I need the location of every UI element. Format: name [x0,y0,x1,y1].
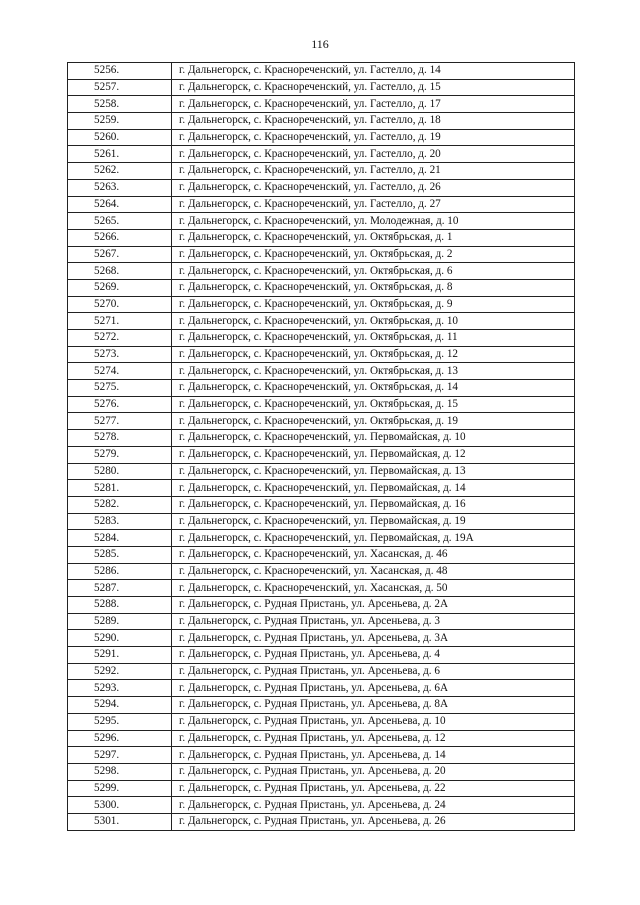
table-row [68,697,575,714]
table-row [68,279,575,296]
table-row [68,446,575,463]
table-row [68,413,575,430]
address-cell: г. Дальнегорск, с. Краснореченский, ул. Гастелло, д. 21 [172,163,575,180]
address-cell: г. Дальнегорск, с. Рудная Пристань, ул. Арсеньева, д. 10 [172,713,575,730]
row-number-cell: 5278. [68,430,172,447]
table-row [68,363,575,380]
address-cell: г. Дальнегорск, с. Рудная Пристань, ул. Арсеньева, д. 3 [172,613,575,630]
row-number-cell: 5269. [68,279,172,296]
row-number-cell: 5273. [68,346,172,363]
address-cell: г. Дальнегорск, с. Рудная Пристань, ул. Арсеньева, д. 26 [172,813,575,830]
address-cell: г. Дальнегорск, с. Краснореченский, ул. Первомайская, д. 19 [172,513,575,530]
row-number-cell: 5283. [68,513,172,530]
row-number-cell: 5287. [68,580,172,597]
row-number-cell: 5271. [68,313,172,330]
row-number-cell: 5256. [68,63,172,80]
row-number-cell: 5288. [68,597,172,614]
row-number-cell: 5281. [68,480,172,497]
table-row [68,79,575,96]
table-row [68,530,575,547]
address-cell: г. Дальнегорск, с. Краснореченский, ул. Первомайская, д. 16 [172,496,575,513]
address-cell: г. Дальнегорск, с. Краснореченский, ул. Октябрьская, д. 15 [172,396,575,413]
row-number-cell: 5266. [68,229,172,246]
table-row [68,780,575,797]
row-number-cell: 5284. [68,530,172,547]
address-cell: г. Дальнегорск, с. Рудная Пристань, ул. Арсеньева, д. 14 [172,747,575,764]
address-cell: г. Дальнегорск, с. Краснореченский, ул. Молодежная, д. 10 [172,213,575,230]
row-number-cell: 5291. [68,647,172,664]
table-row [68,680,575,697]
address-cell: г. Дальнегорск, с. Рудная Пристань, ул. Арсеньева, д. 20 [172,763,575,780]
row-number-cell: 5298. [68,763,172,780]
row-number-cell: 5265. [68,213,172,230]
table-row [68,813,575,830]
address-cell: г. Дальнегорск, с. Краснореченский, ул. Октябрьская, д. 2 [172,246,575,263]
row-number-cell: 5263. [68,179,172,196]
address-cell: г. Дальнегорск, с. Рудная Пристань, ул. Арсеньева, д. 24 [172,797,575,814]
table-row [68,346,575,363]
row-number-cell: 5295. [68,713,172,730]
table-row [68,713,575,730]
row-number-cell: 5285. [68,546,172,563]
address-cell: г. Дальнегорск, с. Краснореченский, ул. Гастелло, д. 26 [172,179,575,196]
row-number-cell: 5299. [68,780,172,797]
table-row [68,613,575,630]
table-row [68,430,575,447]
address-cell: г. Дальнегорск, с. Краснореченский, ул. Гастелло, д. 27 [172,196,575,213]
address-table [67,62,575,831]
row-number-cell: 5258. [68,96,172,113]
row-number-cell: 5292. [68,663,172,680]
row-number-cell: 5268. [68,263,172,280]
table-row [68,647,575,664]
table-row [68,546,575,563]
table-row [68,96,575,113]
table-row [68,580,575,597]
row-number-cell: 5259. [68,113,172,130]
address-cell: г. Дальнегорск, с. Рудная Пристань, ул. Арсеньева, д. 2А [172,597,575,614]
address-cell: г. Дальнегорск, с. Краснореченский, ул. Гастелло, д. 14 [172,63,575,80]
address-cell: г. Дальнегорск, с. Краснореченский, ул. Октябрьская, д. 10 [172,313,575,330]
table-row [68,513,575,530]
address-cell: г. Дальнегорск, с. Краснореченский, ул. Первомайская, д. 10 [172,430,575,447]
address-cell: г. Дальнегорск, с. Рудная Пристань, ул. Арсеньева, д. 12 [172,730,575,747]
row-number-cell: 5277. [68,413,172,430]
address-cell: г. Дальнегорск, с. Краснореченский, ул. Октябрьская, д. 19 [172,413,575,430]
address-cell: г. Дальнегорск, с. Краснореченский, ул. Первомайская, д. 19А [172,530,575,547]
row-number-cell: 5301. [68,813,172,830]
address-cell: г. Дальнегорск, с. Рудная Пристань, ул. Арсеньева, д. 6 [172,663,575,680]
table-row [68,330,575,347]
address-cell: г. Дальнегорск, с. Рудная Пристань, ул. Арсеньева, д. 3А [172,630,575,647]
row-number-cell: 5289. [68,613,172,630]
table-row [68,396,575,413]
row-number-cell: 5282. [68,496,172,513]
address-cell: г. Дальнегорск, с. Краснореченский, ул. Первомайская, д. 12 [172,446,575,463]
address-cell: г. Дальнегорск, с. Краснореченский, ул. Октябрьская, д. 1 [172,229,575,246]
row-number-cell: 5257. [68,79,172,96]
table-row [68,380,575,397]
address-cell: г. Дальнегорск, с. Рудная Пристань, ул. Арсеньева, д. 8А [172,697,575,714]
address-cell: г. Дальнегорск, с. Краснореченский, ул. Гастелло, д. 17 [172,96,575,113]
address-cell: г. Дальнегорск, с. Рудная Пристань, ул. Арсеньева, д. 4 [172,647,575,664]
address-cell: г. Дальнегорск, с. Краснореченский, ул. Октябрьская, д. 13 [172,363,575,380]
table-row [68,113,575,130]
address-cell: г. Дальнегорск, с. Краснореченский, ул. Первомайская, д. 13 [172,463,575,480]
table-row [68,196,575,213]
table-row [68,146,575,163]
row-number-cell: 5260. [68,129,172,146]
row-number-cell: 5286. [68,563,172,580]
row-number-cell: 5261. [68,146,172,163]
table-row [68,179,575,196]
table-row [68,730,575,747]
row-number-cell: 5274. [68,363,172,380]
address-cell: г. Дальнегорск, с. Краснореченский, ул. Октябрьская, д. 6 [172,263,575,280]
row-number-cell: 5276. [68,396,172,413]
row-number-cell: 5293. [68,680,172,697]
address-cell: г. Дальнегорск, с. Краснореченский, ул. Гастелло, д. 20 [172,146,575,163]
row-number-cell: 5279. [68,446,172,463]
row-number-cell: 5290. [68,630,172,647]
row-number-cell: 5264. [68,196,172,213]
address-table-body [68,63,575,831]
row-number-cell: 5272. [68,330,172,347]
address-cell: г. Дальнегорск, с. Рудная Пристань, ул. Арсеньева, д. 6А [172,680,575,697]
table-row [68,263,575,280]
table-row [68,313,575,330]
row-number-cell: 5270. [68,296,172,313]
table-row [68,296,575,313]
address-cell: г. Дальнегорск, с. Краснореченский, ул. Первомайская, д. 14 [172,480,575,497]
table-row [68,63,575,80]
address-cell: г. Дальнегорск, с. Краснореченский, ул. Гастелло, д. 19 [172,129,575,146]
address-cell: г. Дальнегорск, с. Краснореченский, ул. Октябрьская, д. 11 [172,330,575,347]
row-number-cell: 5296. [68,730,172,747]
table-row [68,213,575,230]
table-row [68,630,575,647]
row-number-cell: 5267. [68,246,172,263]
table-row [68,763,575,780]
table-row [68,463,575,480]
table-row [68,246,575,263]
address-cell: г. Дальнегорск, с. Краснореченский, ул. Хасанская, д. 50 [172,580,575,597]
address-cell: г. Дальнегорск, с. Краснореченский, ул. Октябрьская, д. 14 [172,380,575,397]
table-row [68,129,575,146]
row-number-cell: 5275. [68,380,172,397]
address-cell: г. Дальнегорск, с. Краснореченский, ул. Октябрьская, д. 8 [172,279,575,296]
table-row [68,797,575,814]
table-row [68,480,575,497]
table-row [68,229,575,246]
address-cell: г. Дальнегорск, с. Краснореченский, ул. Гастелло, д. 18 [172,113,575,130]
row-number-cell: 5300. [68,797,172,814]
table-row [68,747,575,764]
address-cell: г. Дальнегорск, с. Краснореченский, ул. Хасанская, д. 48 [172,563,575,580]
table-row [68,496,575,513]
row-number-cell: 5280. [68,463,172,480]
table-row [68,597,575,614]
row-number-cell: 5297. [68,747,172,764]
address-cell: г. Дальнегорск, с. Краснореченский, ул. Октябрьская, д. 9 [172,296,575,313]
table-row [68,663,575,680]
row-number-cell: 5262. [68,163,172,180]
table-row [68,163,575,180]
address-cell: г. Дальнегорск, с. Краснореченский, ул. Октябрьская, д. 12 [172,346,575,363]
table-row [68,563,575,580]
address-cell: г. Дальнегорск, с. Рудная Пристань, ул. Арсеньева, д. 22 [172,780,575,797]
address-cell: г. Дальнегорск, с. Краснореченский, ул. Хасанская, д. 46 [172,546,575,563]
row-number-cell: 5294. [68,697,172,714]
page-number: 116 [311,37,329,51]
address-cell: г. Дальнегорск, с. Краснореченский, ул. Гастелло, д. 15 [172,79,575,96]
